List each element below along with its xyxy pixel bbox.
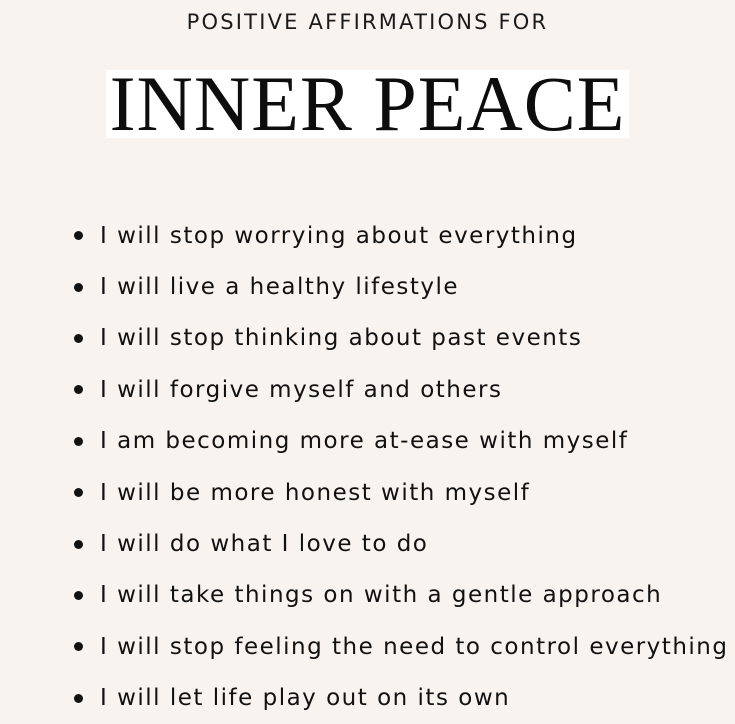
list-item	[68, 210, 728, 261]
bullet-icon	[74, 437, 83, 446]
affirmation-text: I will stop worrying about everything	[100, 222, 578, 249]
bullet-icon	[74, 488, 83, 497]
list-item	[68, 261, 728, 312]
bullet-icon	[74, 591, 83, 600]
bullet-icon	[74, 283, 83, 292]
affirmation-text: I will let life play out on its own	[100, 685, 511, 712]
list-item	[68, 416, 728, 467]
list-item	[68, 364, 728, 415]
affirmation-text: I am becoming more at-ease with myself	[100, 428, 629, 455]
list-item	[68, 621, 728, 672]
bullet-icon	[74, 334, 83, 343]
affirmation-text: I will stop thinking about past events	[100, 325, 583, 352]
bullet-icon	[74, 642, 83, 651]
list-item	[68, 518, 728, 569]
bullet-icon	[74, 694, 83, 703]
title-wrapper	[0, 60, 735, 147]
page-title: INNER PEACE	[106, 70, 630, 138]
affirmation-text: I will do what I love to do	[100, 531, 429, 558]
affirmation-text: I will take things on with a gentle approach	[100, 582, 663, 609]
list-item	[68, 467, 728, 518]
affirmation-text: I will be more honest with myself	[100, 479, 531, 506]
list-item	[68, 570, 728, 621]
list-item	[68, 313, 728, 364]
bullet-icon	[74, 385, 83, 394]
list-item	[68, 673, 728, 724]
affirmation-text: I will stop feeling the need to control everything	[100, 633, 729, 660]
bullet-icon	[74, 231, 83, 240]
subtitle: POSITIVE AFFIRMATIONS FOR	[186, 10, 549, 34]
bullet-icon	[74, 540, 83, 549]
affirmation-text: I will forgive myself and others	[100, 376, 503, 403]
affirmation-text: I will live a healthy lifestyle	[100, 274, 460, 301]
affirmation-list	[68, 210, 728, 724]
